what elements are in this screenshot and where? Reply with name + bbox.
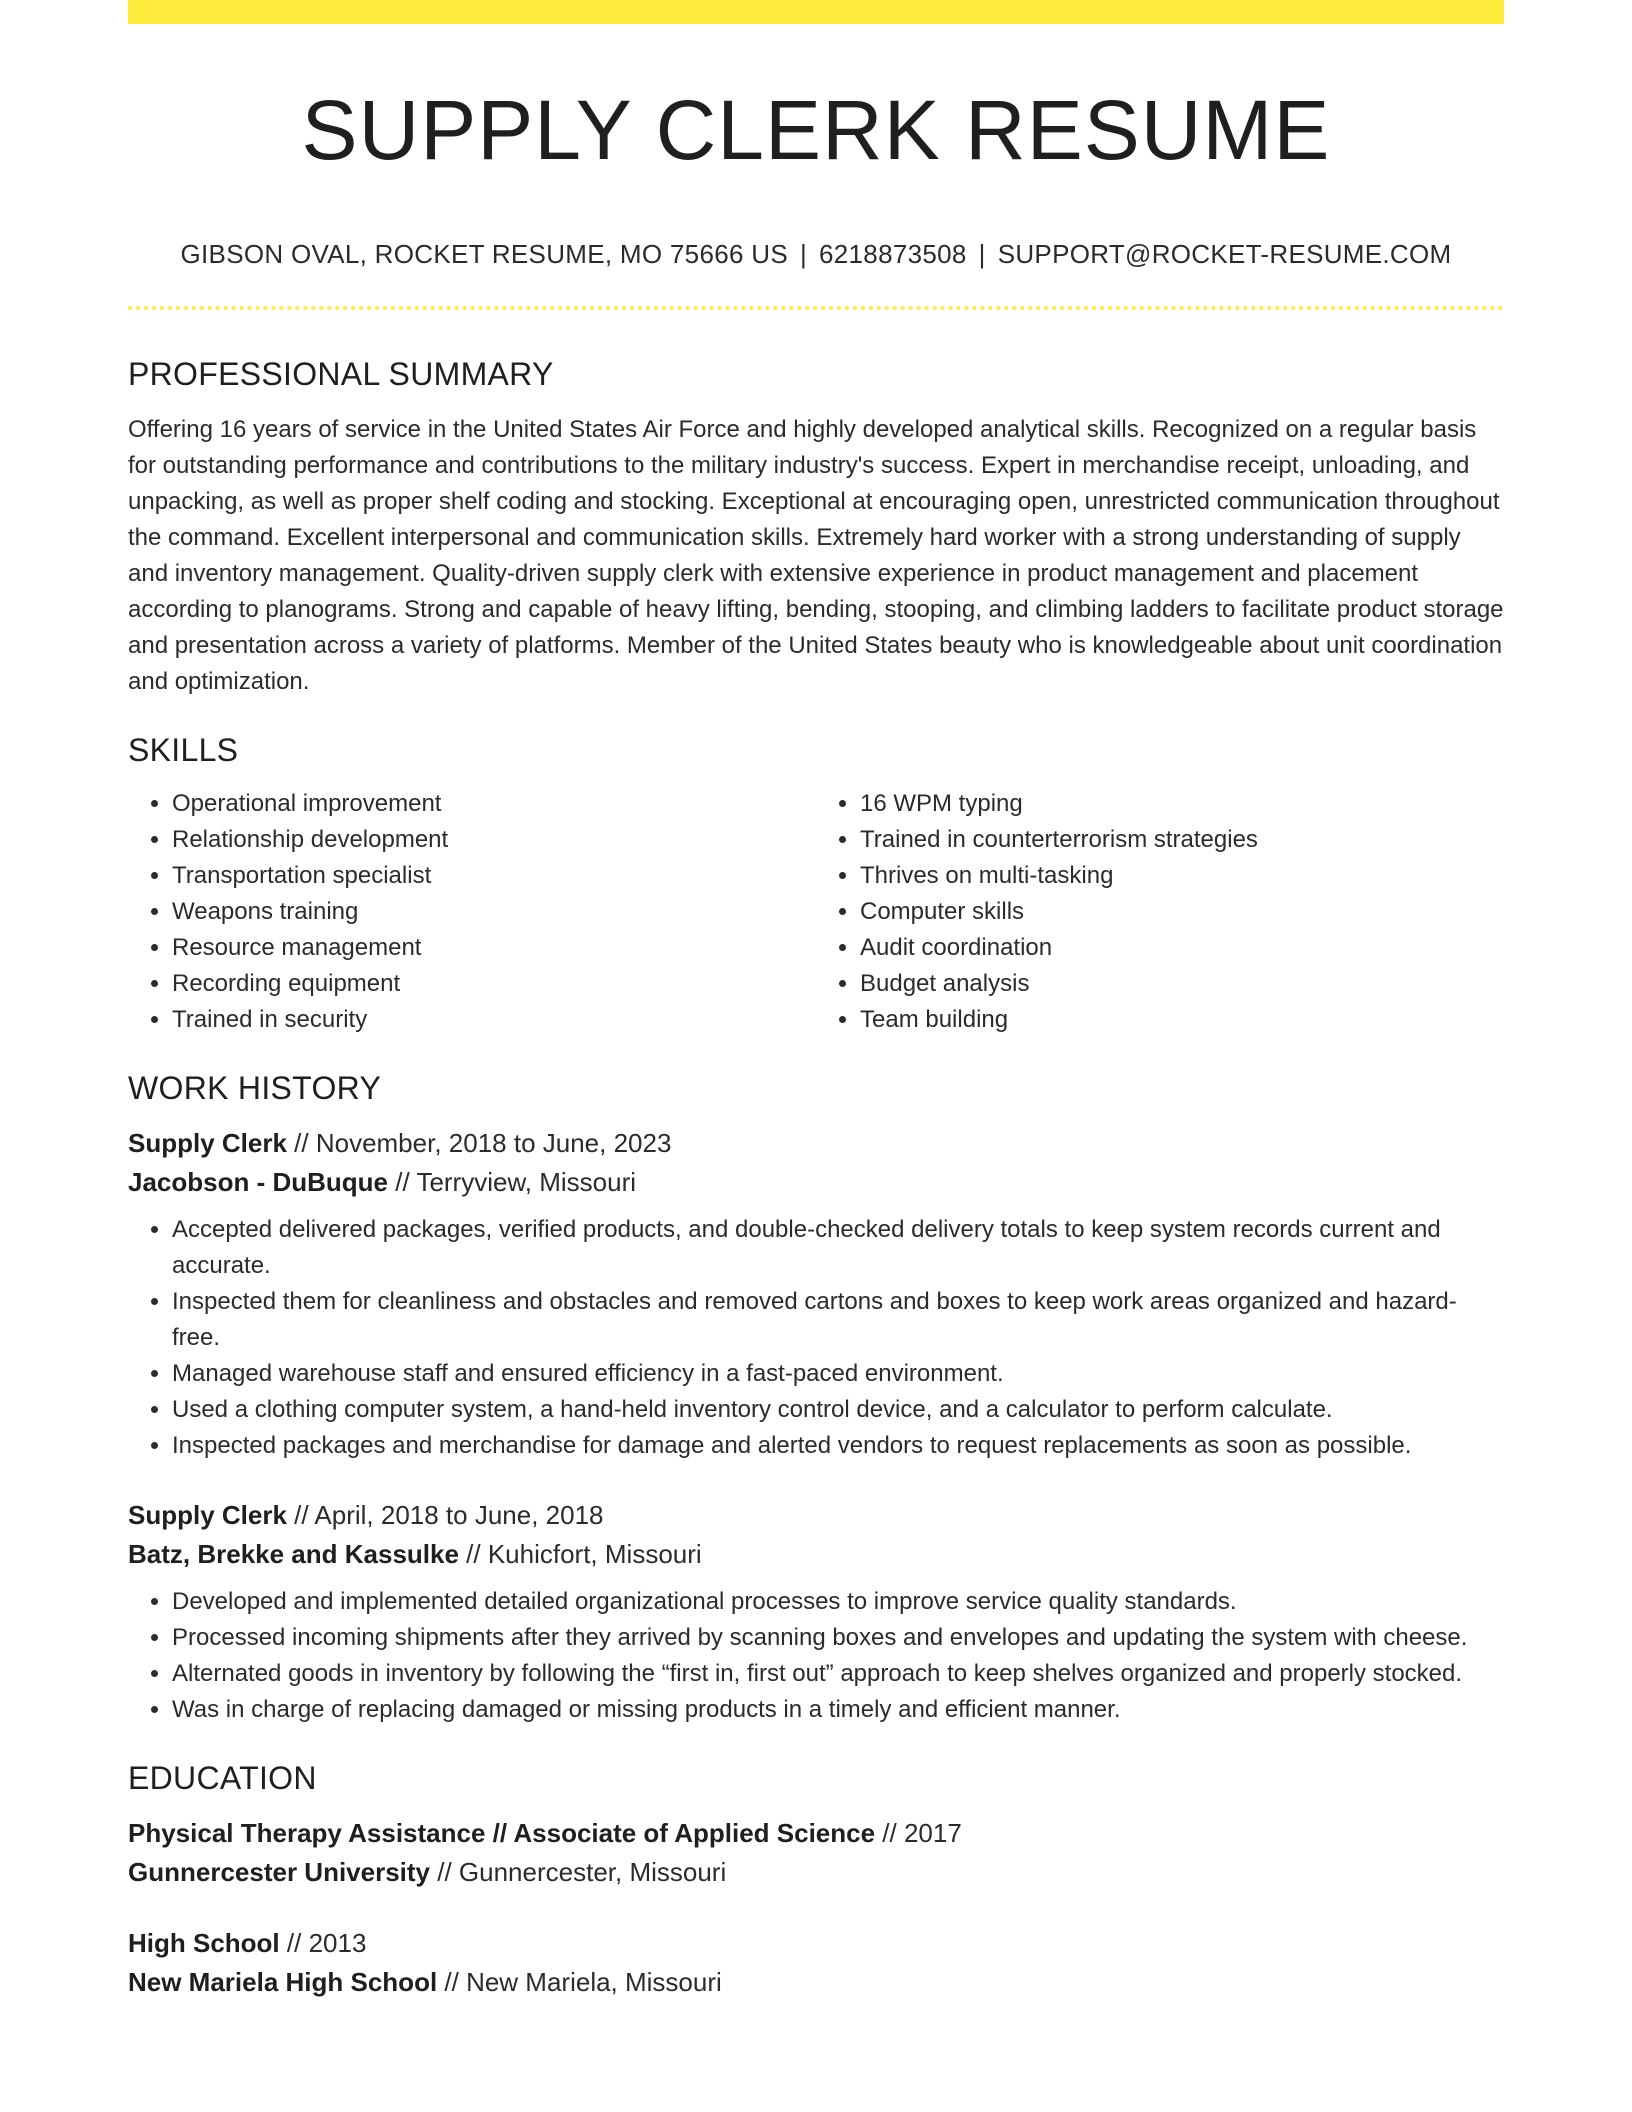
job-location: // Terryview, Missouri — [388, 1167, 637, 1197]
job-company-line — [128, 1163, 1504, 1202]
job-bullets — [128, 1212, 1504, 1464]
school-location: // New Mariela, Missouri — [437, 1967, 722, 1997]
job-bullet: • Used a clothing computer system, a hand-held inventory control device, and a calculator to perform calculate. — [172, 1392, 1504, 1428]
school: Gunnercester University — [128, 1857, 431, 1887]
separator: | — [799, 239, 808, 269]
contact-line — [128, 236, 1504, 272]
resume-body — [128, 350, 1504, 2002]
job-bullet: • Managed warehouse staff and ensured efficiency in a fast-paced environment. — [172, 1356, 1504, 1392]
job-title-line — [128, 1124, 1504, 1163]
job-bullet: • Developed and implemented detailed organizational processes to improve service quality standards. — [172, 1584, 1504, 1620]
top-accent-bar — [128, 0, 1504, 24]
education-entry — [128, 1814, 1504, 1892]
job-bullet: • Processed incoming shipments after they arrived by scanning boxes and envelopes and updating the system with cheese. — [172, 1620, 1504, 1656]
education-section — [128, 1754, 1504, 2002]
skills-left-list — [128, 786, 816, 1038]
degree-year: // 2017 — [875, 1818, 962, 1848]
skill-item: • Relationship development — [172, 822, 816, 858]
job-dates: // November, 2018 to June, 2023 — [286, 1128, 672, 1158]
education-heading: EDUCATION — [128, 1760, 317, 1796]
job-location: // Kuhicfort, Missouri — [458, 1539, 702, 1569]
skill-item: • Thrives on multi-tasking — [860, 858, 1504, 894]
skill-item: • Audit coordination — [860, 930, 1504, 966]
summary-text: Offering 16 years of service in the United States Air Force and highly developed analytical skills. Recognized on a regular basis for outstanding performance and contributions to the military industry's success. Expert in merchandise receipt, unloading, and unpacking, as well as proper shelf coding and stocking. Exceptional at encouraging open, unrestricted communication throughout the command. Excellent interpersonal and communication skills. Extremely hard worker with a strong understanding of supply and inventory management. Quality-driven supply clerk with extensive experience in product management and placement according to planograms. Strong and capable of heavy lifting, bending, stooping, and climbing ladders to facilitate product storage and presentation across a variety of platforms. Member of the United States beauty who is knowledgeable about unit coordination and optimization. — [128, 416, 1504, 695]
skill-item: • Recording equipment — [172, 966, 816, 1002]
skill-item: • Weapons training — [172, 894, 816, 930]
degree: Physical Therapy Assistance // Associate of Applied Science — [128, 1818, 876, 1848]
education-entry — [128, 1924, 1504, 2002]
skill-item: • 16 WPM typing — [860, 786, 1504, 822]
work-history-section — [128, 1064, 1504, 1728]
email: SUPPORT@ROCKET-RESUME.COM — [997, 239, 1452, 269]
degree-line — [128, 1814, 1504, 1853]
dotted-divider — [128, 306, 1504, 310]
skill-item: • Transportation specialist — [172, 858, 816, 894]
job-entry — [128, 1496, 1504, 1728]
school-line — [128, 1853, 1504, 1892]
job-bullet: • Inspected them for cleanliness and obstacles and removed cartons and boxes to keep work areas organized and hazard-free. — [172, 1284, 1504, 1356]
separator: | — [978, 239, 986, 269]
school-location: // Gunnercester, Missouri — [430, 1857, 727, 1887]
skills-section — [128, 726, 1504, 1038]
summary-heading: PROFESSIONAL SUMMARY — [128, 356, 554, 392]
skill-item: • Trained in security — [172, 1002, 816, 1038]
job-bullet: • Alternated goods in inventory by following the “first in, first out” approach to keep shelves organized and properly stocked. — [172, 1656, 1504, 1692]
skill-item: • Resource management — [172, 930, 816, 966]
skills-right-list — [816, 786, 1504, 1038]
skill-item: • Budget analysis — [860, 966, 1504, 1002]
summary-section — [128, 350, 1504, 700]
job-bullet: • Was in charge of replacing damaged or missing products in a timely and efficient manner. — [172, 1692, 1504, 1728]
phone: 6218873508 — [819, 239, 967, 269]
address: GIBSON OVAL, ROCKET RESUME, MO 75666 US — [180, 239, 788, 269]
job-bullet: • Accepted delivered packages, verified products, and double-checked delivery totals to keep system records current and accurate. — [172, 1212, 1504, 1284]
school: New Mariela High School — [128, 1967, 438, 1997]
job-dates: // April, 2018 to June, 2018 — [286, 1500, 604, 1530]
skill-item: • Team building — [860, 1002, 1504, 1038]
skill-item: • Operational improvement — [172, 786, 816, 822]
job-company: Jacobson - DuBuque — [128, 1167, 389, 1197]
skills-heading: SKILLS — [128, 732, 239, 768]
job-title-line — [128, 1496, 1504, 1535]
job-company: Batz, Brekke and Kassulke — [128, 1539, 459, 1569]
degree-year: // 2013 — [279, 1928, 367, 1958]
skill-item: • Trained in counterterrorism strategies — [860, 822, 1504, 858]
resume-title: SUPPLY CLERK RESUME — [301, 83, 1331, 177]
work-history-heading: WORK HISTORY — [128, 1070, 382, 1106]
job-bullets — [128, 1584, 1504, 1728]
skill-item: • Computer skills — [860, 894, 1504, 930]
school-line — [128, 1963, 1504, 2002]
job-company-line — [128, 1535, 1504, 1574]
degree: High School — [128, 1928, 280, 1958]
degree-line — [128, 1924, 1504, 1963]
job-entry — [128, 1124, 1504, 1464]
job-title: Supply Clerk — [128, 1500, 287, 1530]
job-bullet: • Inspected packages and merchandise for damage and alerted vendors to request replacements as soon as possible. — [172, 1428, 1504, 1464]
job-title: Supply Clerk — [128, 1128, 287, 1158]
skills-columns — [128, 786, 1504, 1038]
